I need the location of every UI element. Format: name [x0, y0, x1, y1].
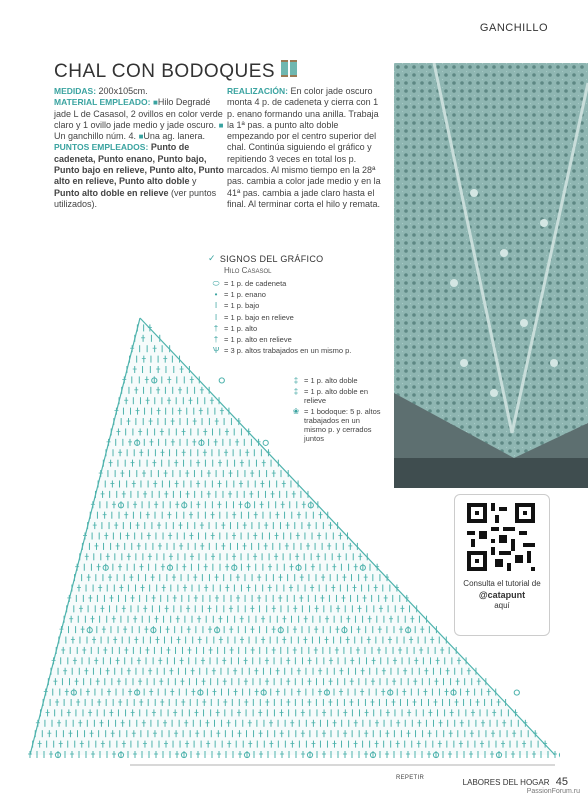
stitch-symbol-icon: ❀ — [292, 407, 300, 417]
legend-item — [208, 290, 378, 299]
legend-item-text: = 1 p. alto doble en relieve — [304, 387, 369, 406]
stitch-symbol-icon: ⬭ — [212, 279, 220, 288]
bullet-icon: ■ — [153, 98, 158, 108]
puntos-last: Punto alto doble en relieve — [54, 187, 169, 198]
mid-column — [227, 86, 383, 210]
legend-title — [208, 253, 378, 264]
magazine-name: LABORES DEL HOGAR — [462, 778, 550, 787]
spool-icon — [281, 60, 297, 83]
legend-item-text: = 1 p. alto en relieve — [224, 334, 292, 344]
legend-item-text: = 3 p. altos trabajados en un mismo p. — [224, 346, 352, 356]
stitch-symbol-icon: • — [214, 290, 218, 300]
stitch-symbol-icon: ‡ — [293, 376, 299, 385]
puntos-text: Punto de cadeneta, Punto enano, Punto bajo, Punto bajo en relieve, Punto alto, Punto alto en relieve, Punto alto doble — [54, 142, 225, 187]
material-text: Hilo Degradé jade L de Casasol, 2 ovillos en color verde claro y 1 ovillo jade medio y jade oscuro. — [54, 97, 223, 130]
legend-item-text: = 1 bodoque: 5 p. altos trabajados en un mismo p. y cerrados juntos — [304, 407, 381, 444]
medidas-value: 200x105cm. — [98, 86, 148, 96]
material-label: MATERIAL EMPLEADO: — [54, 97, 151, 108]
stitch-symbol-icon: ‡ — [293, 387, 299, 397]
bobble-mark — [514, 690, 519, 695]
puntos-tail: (ver puntos utilizados). — [54, 187, 217, 209]
qr-line1: Consulta el tutorial de — [463, 579, 541, 588]
bullet-icon: ■ — [138, 132, 144, 142]
stitch-symbol-icon: ǀ — [214, 312, 218, 322]
stitch-symbol-icon: † — [213, 334, 219, 344]
repeat-label: REPETIR — [396, 775, 425, 781]
bullet-icon: ■ — [218, 120, 224, 130]
section-tag: GANCHILLO — [479, 22, 548, 34]
legend-item-text: = 1 p. bajo en relieve — [224, 312, 294, 322]
legend-title-text: SIGNOS DEL GRÁFICO — [219, 253, 324, 264]
title-text: CHAL CON BODOQUES — [54, 60, 276, 82]
legend-item-text: = 1 p. bajo — [224, 301, 260, 311]
stitch-symbol-icon: Ѱ — [212, 346, 220, 356]
page-title — [54, 60, 297, 83]
realizacion-text: En color jade oscuro monta 4 p. de cadeneta y cierra con 1 p. enano formando una anilla. Trabaja la 1ª pas. a punto alto doble empezando por el centro superior del chal. Continúa siguiendo el gráfico y repitiendo 3 veces en total los p. marcados. Al mismo tiempo en la 28ª pas. cambia a color jade medio y en la 41ª pas. cambia a jade claro hasta el final. Al terminar corta el hilo y remata. — [227, 86, 381, 209]
legend-item-text: = 1 p. de cadeneta — [224, 279, 287, 288]
qr-handle[interactable]: @catapunt — [478, 589, 526, 600]
legend-subtitle: Hilo Casasol — [224, 266, 272, 275]
qr-line3: aquí — [494, 601, 510, 610]
stitch-symbol-icon: † — [213, 323, 219, 333]
watermark: PassionForum.ru — [526, 788, 580, 795]
legend-item — [208, 279, 378, 288]
check-icon: ✓ — [208, 253, 216, 263]
realizacion-label: REALIZACIÓN: — [227, 86, 288, 96]
puntos-y: y — [192, 176, 197, 187]
medidas-label: MEDIDAS: — [54, 86, 97, 96]
aguja-text: Una ag. lanera. — [143, 131, 205, 142]
page-footer — [463, 776, 568, 788]
left-column — [54, 86, 224, 210]
ganchillo-text: Un ganchillo núm. 4. — [54, 131, 137, 142]
legend-item-text: = 1 p. alto — [224, 323, 258, 333]
stitch-symbol-icon: ǀ — [214, 301, 218, 311]
puntos-label: PUNTOS EMPLEADOS: — [54, 142, 149, 153]
crochet-chart — [0, 300, 560, 770]
bobble-mark — [559, 752, 560, 757]
legend-item-text: = 1 p. enano — [224, 290, 266, 300]
bobble-mark — [263, 440, 268, 445]
bobble-mark — [219, 378, 224, 383]
page-number: 45 — [555, 776, 568, 788]
legend-item-text: = 1 p. alto doble — [304, 376, 358, 385]
